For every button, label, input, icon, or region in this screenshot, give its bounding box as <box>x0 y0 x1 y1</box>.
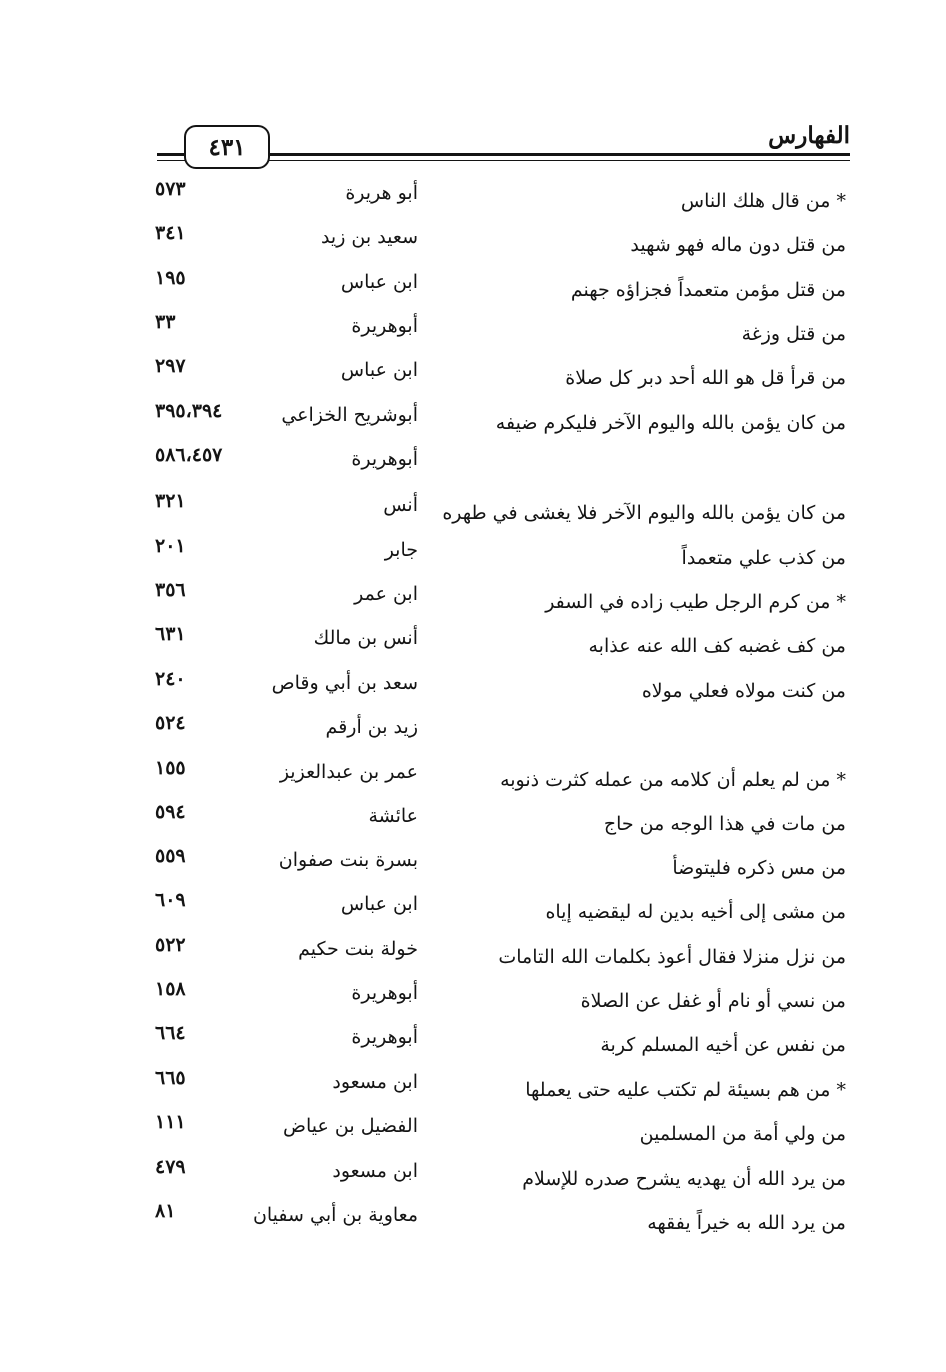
index-row <box>0 535 946 587</box>
index-row <box>0 1156 946 1208</box>
hadith-text: * من لم يعلم أن كلامه من عمله كثرت ذنوبه <box>500 769 846 791</box>
index-row <box>0 267 946 319</box>
page-reference: ٨١ <box>155 1200 176 1222</box>
narrator-name: بسرة بنت صفوان <box>278 849 418 871</box>
hadith-text: من نسي أو نام أو غفل عن الصلاة <box>580 990 846 1012</box>
page-reference: ٦٦٤ <box>155 1022 186 1044</box>
narrator-name: ابن مسعود <box>332 1160 418 1182</box>
page-reference: ٥٢٢ <box>155 934 186 956</box>
narrator-name: سعد بن أبي وقاص <box>271 672 418 694</box>
narrator-name: ابن عباس <box>340 893 418 915</box>
hadith-text: من قرأ قل هو الله أحد دبر كل صلاة <box>565 367 846 389</box>
index-row <box>0 355 946 407</box>
index-row <box>0 444 946 496</box>
section-title: الفهارس <box>768 122 850 149</box>
page-reference: ٥٧٣ <box>155 178 186 200</box>
page-reference: ١٥٥ <box>155 757 186 779</box>
narrator-name: أبوهريرة <box>351 982 418 1004</box>
page-reference: ٦٦٥ <box>155 1067 186 1089</box>
hadith-text: من مشى إلى أخيه بدين له ليقضيه إياه <box>545 901 846 923</box>
hadith-text: من يرد الله به خيراً يفقهه <box>647 1212 846 1234</box>
page-number: ٤٣١ <box>208 133 246 161</box>
page-reference: ٥٨٦،٤٥٧ <box>155 444 223 466</box>
page-reference: ٦٣١ <box>155 623 186 645</box>
index-row <box>0 579 946 631</box>
index-row <box>0 1111 946 1163</box>
index-row <box>0 934 946 986</box>
hadith-text: من كان يؤمن بالله واليوم الآخر فليكرم ضيفه <box>495 412 846 434</box>
index-row <box>0 178 946 230</box>
hadith-text: * من هم بسيئة لم تكتب عليه حتى يعملها <box>525 1079 846 1101</box>
hadith-text: من قتل مؤمن متعمداً فجزاؤه جهنم <box>570 279 846 301</box>
page-reference: ٥٩٤ <box>155 801 186 823</box>
narrator-name: سعيد بن زيد <box>320 226 418 248</box>
hadith-text: من نفس عن أخيه المسلم كربة <box>600 1034 846 1056</box>
narrator-name: الفضيل بن عياض <box>283 1115 418 1137</box>
page-reference: ١٩٥ <box>155 267 186 289</box>
page-reference: ٣٢١ <box>155 490 186 512</box>
hadith-text: * من قال هلك الناس <box>680 190 846 212</box>
page-reference: ٣٥٦ <box>155 579 186 601</box>
page-reference: ٣٤١ <box>155 222 186 244</box>
page-reference: ٣٣ <box>155 311 176 333</box>
index-row <box>0 978 946 1030</box>
index-row <box>0 400 946 452</box>
index-row <box>0 889 946 941</box>
hadith-text: من مس ذكره فليتوضأ <box>672 857 846 879</box>
narrator-name: ابن عمر <box>354 583 418 605</box>
narrator-name: زيد بن أرقم <box>325 716 418 738</box>
hadith-text: من قتل وزغة <box>741 323 846 345</box>
narrator-name: أبوهريرة <box>351 448 418 470</box>
page-header <box>157 120 850 180</box>
index-row <box>0 222 946 274</box>
narrator-name: ابن عباس <box>340 359 418 381</box>
narrator-name: أنس <box>383 494 418 516</box>
page-reference: ٤٧٩ <box>155 1156 186 1178</box>
index-row <box>0 1022 946 1074</box>
narrator-name: خولة بنت حكيم <box>298 938 418 960</box>
index-row <box>0 623 946 675</box>
page-reference: ٢٩٧ <box>155 355 186 377</box>
page-reference: ٢٤٠ <box>155 668 186 690</box>
hadith-text: من قتل دون ماله فهو شهيد <box>630 234 846 256</box>
page-reference: ٥٥٩ <box>155 845 186 867</box>
narrator-name: ابن مسعود <box>332 1071 418 1093</box>
hadith-text: من كنت مولاه فعلي مولاه <box>641 680 846 702</box>
page-number-box <box>184 125 270 169</box>
narrator-name: ابن عباس <box>340 271 418 293</box>
hadith-text: من كذب علي متعمداً <box>681 547 846 569</box>
narrator-name: جابر <box>384 539 418 561</box>
narrator-name: أبوشريح الخزاعي <box>281 404 418 426</box>
page-reference: ٥٢٤ <box>155 712 186 734</box>
index-row <box>0 1067 946 1119</box>
narrator-name: عمر بن عبدالعزيز <box>279 761 418 783</box>
narrator-name: أنس بن مالك <box>313 627 418 649</box>
narrator-name: أبو هريرة <box>345 182 418 204</box>
narrator-name: معاوية بن أبي سفيان <box>252 1204 418 1226</box>
index-row <box>0 490 946 542</box>
hadith-text: من كف غضبه كف الله عنه عذابه <box>588 635 846 657</box>
narrator-name: أبوهريرة <box>351 1026 418 1048</box>
page-reference: ١٥٨ <box>155 978 186 1000</box>
index-row <box>0 712 946 764</box>
hadith-text: من نزل منزلا فقال أعوذ بكلمات الله التامات <box>498 946 846 968</box>
index-row <box>0 311 946 363</box>
page-reference: ٢٠١ <box>155 535 186 557</box>
hadith-text: * من كرم الرجل طيب زاده في السفر <box>545 591 846 613</box>
index-row <box>0 845 946 897</box>
page-reference: ٦٠٩ <box>155 889 186 911</box>
hadith-text: من مات في هذا الوجه من حاج <box>603 813 846 835</box>
hadith-text: من كان يؤمن بالله واليوم الآخر فلا يغشى في طهره <box>442 502 846 524</box>
page-reference: ١١١ <box>155 1111 186 1133</box>
hadith-text: من ولي أمة من المسلمين <box>639 1123 846 1145</box>
index-row <box>0 757 946 809</box>
narrator-name: أبوهريرة <box>351 315 418 337</box>
hadith-text: من يرد الله أن يهديه يشرح صدره للإسلام <box>522 1168 846 1190</box>
narrator-name: عائشة <box>368 805 418 827</box>
index-row <box>0 1200 946 1252</box>
page-reference: ٣٩٥،٣٩٤ <box>155 400 223 422</box>
index-row <box>0 801 946 853</box>
index-row <box>0 668 946 720</box>
